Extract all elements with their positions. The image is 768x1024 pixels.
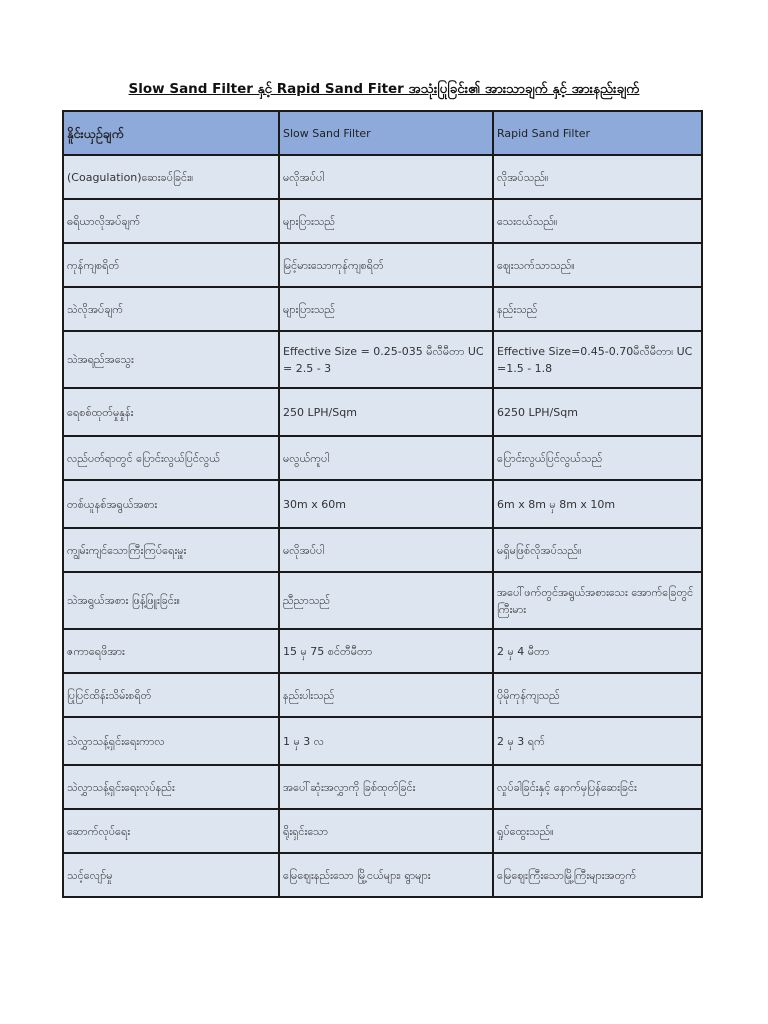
rapid-sand-filter-cell: မြေဈေးကြီးသောမြို့ကြီးများအတွက် bbox=[493, 853, 702, 897]
criteria-cell: ဓရိယာလိုအပ်ချက် bbox=[63, 199, 279, 243]
rapid-sand-filter-cell: 2 မှ 3 ရက် bbox=[493, 717, 702, 765]
slow-sand-filter-cell: ရိုးရှင်းသော bbox=[279, 809, 493, 853]
slow-sand-filter-cell: ညီညာသည် bbox=[279, 572, 493, 629]
table-row bbox=[63, 717, 702, 765]
slow-sand-filter-cell: Effective Size = 0.25-035 မီလီမီတာ UC = 2.5 - 3 bbox=[279, 331, 493, 388]
criteria-cell: ဆောက်လုပ်ရေး bbox=[63, 809, 279, 853]
criteria-cell: သဲအရည်အသွေး bbox=[63, 331, 279, 388]
criteria-cell: သဲအရွယ်အစား ဖြန့်ဖြူးခြင်း။ bbox=[63, 572, 279, 629]
table-row bbox=[63, 853, 702, 897]
criteria-cell: ကျွမ်းကျင်သောကြီးကြပ်ရေးမှူး bbox=[63, 528, 279, 572]
table-row bbox=[63, 436, 702, 480]
header-slow-sand-filter: Slow Sand Filter bbox=[279, 111, 493, 155]
criteria-cell: သင့်လျော်မှု bbox=[63, 853, 279, 897]
criteria-cell: သဲလိုအပ်ချက် bbox=[63, 287, 279, 331]
table-row bbox=[63, 199, 702, 243]
table-row bbox=[63, 629, 702, 673]
slow-sand-filter-cell: မြင့်မားသောကုန်ကျစရိတ် bbox=[279, 243, 493, 287]
rapid-sand-filter-cell: သေးငယ်သည်။ bbox=[493, 199, 702, 243]
slow-sand-filter-cell: 30m x 60m bbox=[279, 480, 493, 528]
slow-sand-filter-cell: များပြားသည် bbox=[279, 199, 493, 243]
table-header-row bbox=[63, 111, 702, 155]
slow-sand-filter-cell: များပြားသည် bbox=[279, 287, 493, 331]
table-body bbox=[63, 155, 702, 897]
table-row bbox=[63, 809, 702, 853]
criteria-cell: (Coagulation)ဆေးခပ်ခြင်း။ bbox=[63, 155, 279, 199]
rapid-sand-filter-cell: နည်းသည် bbox=[493, 287, 702, 331]
document-title: Slow Sand Filter နှင့် Rapid Sand Fiter အသုံးပြုခြင်း၏ အားသာချက် နှင့် အားနည်းချက် bbox=[128, 81, 640, 97]
table-row bbox=[63, 243, 702, 287]
rapid-sand-filter-cell: 6250 LPH/Sqm bbox=[493, 388, 702, 436]
table-row bbox=[63, 673, 702, 717]
slow-sand-filter-cell: မြေဈေးနည်းသော မြို့ငယ်များ၊ ရွာများ bbox=[279, 853, 493, 897]
slow-sand-filter-cell: မလိုအပ်ပါ bbox=[279, 155, 493, 199]
slow-sand-filter-cell: 15 မှ 75 စင်တီမီတာ bbox=[279, 629, 493, 673]
rapid-sand-filter-cell: 6m x 8m မှ 8m x 10m bbox=[493, 480, 702, 528]
table-row bbox=[63, 572, 702, 629]
comparison-table bbox=[62, 110, 703, 898]
criteria-cell: သဲလွှာသန့်ရှင်းရေးကာလ bbox=[63, 717, 279, 765]
slow-sand-filter-cell: 1 မှ 3 လ bbox=[279, 717, 493, 765]
criteria-cell: သဲလွှာသန့်ရှင်းရေးလုပ်နည်း bbox=[63, 765, 279, 809]
criteria-cell: တစ်ယူနစ်အရွယ်အစား bbox=[63, 480, 279, 528]
table-row bbox=[63, 287, 702, 331]
table-row bbox=[63, 331, 702, 388]
rapid-sand-filter-cell: အပေါ်ဖက်တွင်အရွယ်အစားသေး အောက်ခြေတွင်ကြီးမား bbox=[493, 572, 702, 629]
criteria-cell: ဇကာရေဖိအား bbox=[63, 629, 279, 673]
slow-sand-filter-cell: အပေါ်ဆုံးအလွှာကို ခြစ်ထုတ်ခြင်း bbox=[279, 765, 493, 809]
rapid-sand-filter-cell: ဈေးသက်သာသည်။ bbox=[493, 243, 702, 287]
header-criteria: နိူင်းယှဉ်ချက် bbox=[63, 111, 279, 155]
slow-sand-filter-cell: နည်းပါးသည် bbox=[279, 673, 493, 717]
table-row bbox=[63, 155, 702, 199]
criteria-cell: ပြုပြင်ထိန်းသိမ်းစရိတ် bbox=[63, 673, 279, 717]
header-rapid-sand-filter: Rapid Sand Filter bbox=[493, 111, 702, 155]
table-row bbox=[63, 480, 702, 528]
rapid-sand-filter-cell: မရှိမဖြစ်လိုအပ်သည်။ bbox=[493, 528, 702, 572]
criteria-cell: လည်ပတ်ရာတွင် ပြောင်းလွယ်ပြင်လွယ် bbox=[63, 436, 279, 480]
rapid-sand-filter-cell: ပိုမိုကုန်ကျသည် bbox=[493, 673, 702, 717]
rapid-sand-filter-cell: လိုအပ်သည်။ bbox=[493, 155, 702, 199]
criteria-cell: ကုန်ကျစရိတ် bbox=[63, 243, 279, 287]
table-row bbox=[63, 528, 702, 572]
slow-sand-filter-cell: မလိုအပ်ပါ bbox=[279, 528, 493, 572]
rapid-sand-filter-cell: ရှုပ်ထွေးသည်။ bbox=[493, 809, 702, 853]
rapid-sand-filter-cell: Effective Size=0.45-0.70မီလီမီတာ၊ UC =1.5 - 1.8 bbox=[493, 331, 702, 388]
table-row bbox=[63, 388, 702, 436]
criteria-cell: ရေစစ်ထုတ်မှုနှုန်း bbox=[63, 388, 279, 436]
rapid-sand-filter-cell: ပြောင်းလွယ်ပြင်လွယ်သည် bbox=[493, 436, 702, 480]
slow-sand-filter-cell: 250 LPH/Sqm bbox=[279, 388, 493, 436]
slow-sand-filter-cell: မလွယ်ကူပါ bbox=[279, 436, 493, 480]
table-row bbox=[63, 765, 702, 809]
rapid-sand-filter-cell: လှုပ်ခါခြင်းနှင့် နောက်မှပြန်ဆေးခြင်း bbox=[493, 765, 702, 809]
rapid-sand-filter-cell: 2 မှ 4 မီတာ bbox=[493, 629, 702, 673]
